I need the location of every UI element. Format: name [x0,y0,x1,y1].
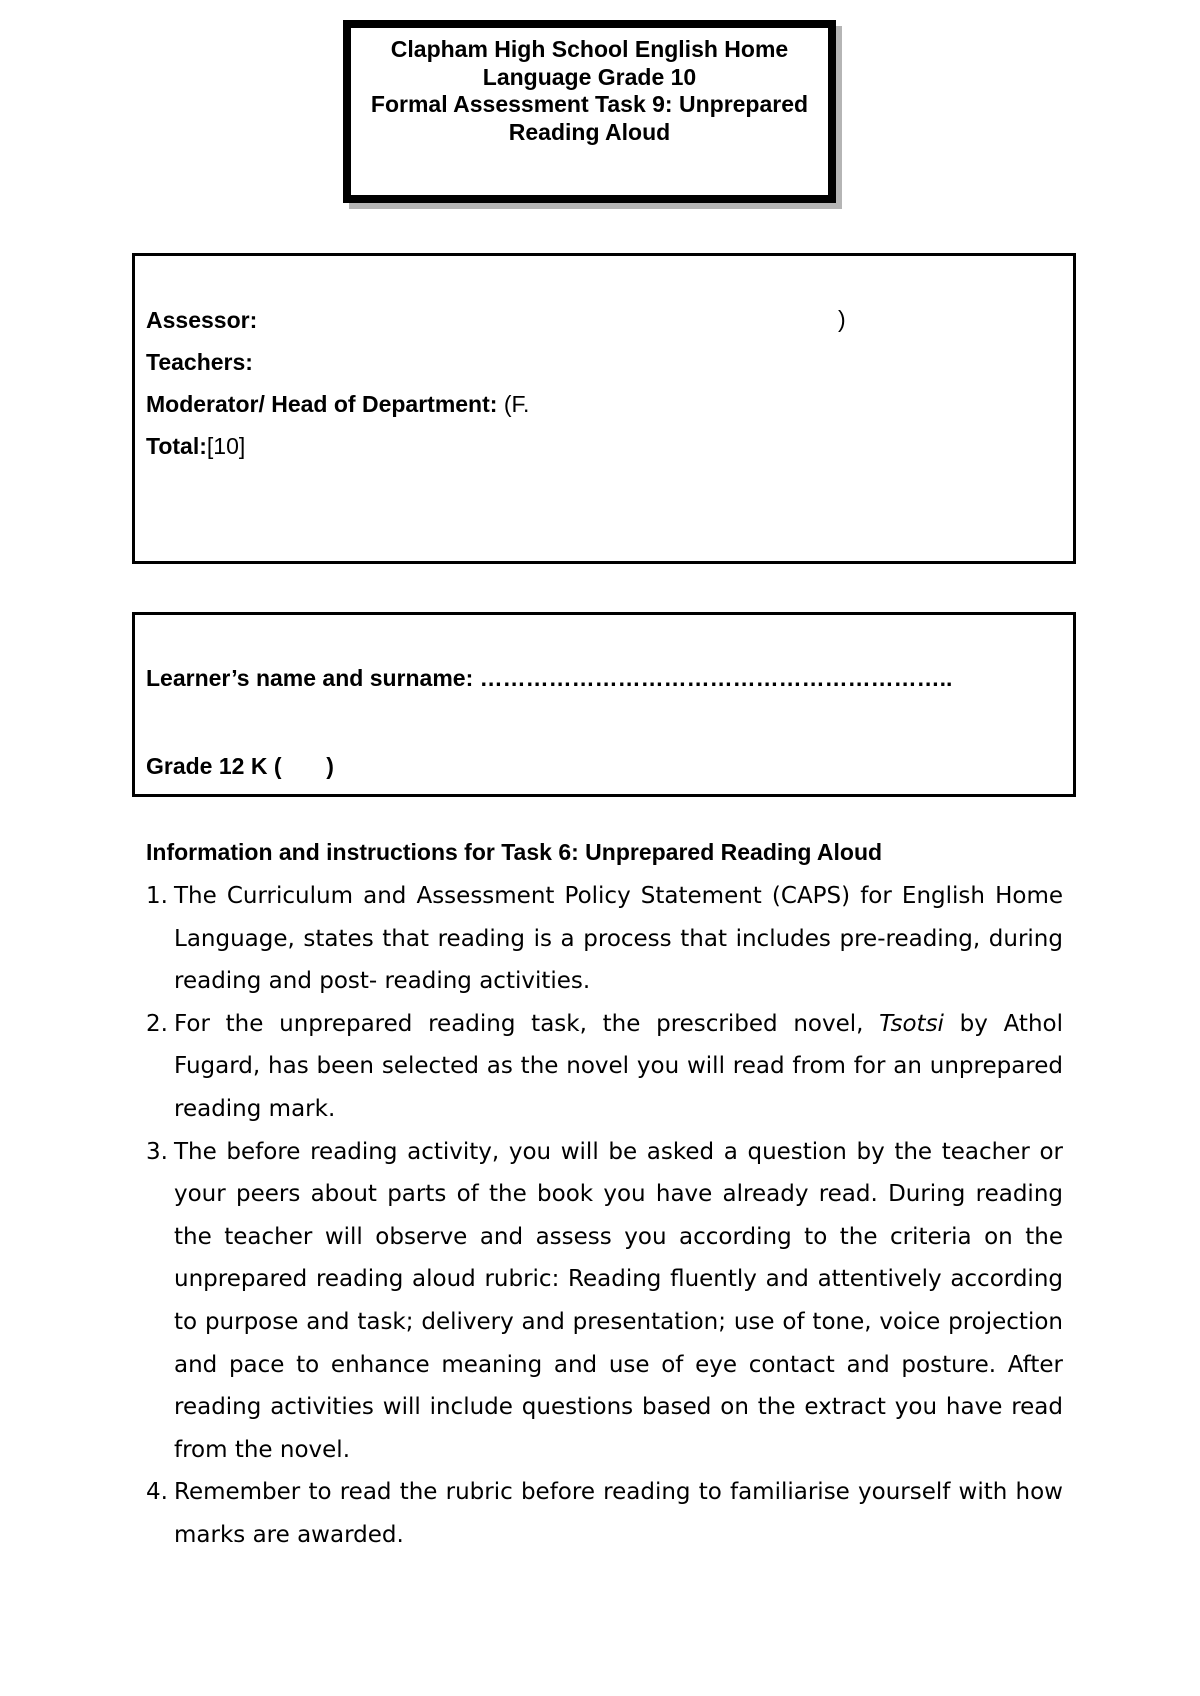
assessor-paren: ) [838,306,846,332]
list-item-text: The before reading activity, you will be asked a question by the teacher or your peers about parts of the book you have already read. During reading the teacher will observe and assess you according to the criteria on the unprepared reading aloud rubric: Reading fluently and attentively according to purpose and task; delivery and presentation; use of tone, voice projection and pace to enhance meaning and use of eye contact and posture. After reading activities will include questions based on the extract you have read from the novel. [174,1138,1063,1463]
moderator-label: Moderator/ Head of Department: [146,391,498,417]
list-item-number: 3. [146,1138,168,1165]
list-item [146,875,1063,1003]
total-label: Total: [146,433,207,459]
assessor-label: Assessor: [146,307,258,333]
list-item-text-part: For the unprepared reading task, the prescribed novel, [174,1010,880,1037]
instructions-heading: Information and instructions for Task 6: Unprepared Reading Aloud [146,839,883,865]
learner-name-row [146,664,952,692]
moderator-value: (F. [503,391,530,417]
moderator-row [146,390,529,418]
instructions-list [146,875,1063,1557]
title-line-4: Reading Aloud [508,118,671,145]
total-row [146,432,245,460]
grade-label: Grade 12 K ( ) [146,753,334,779]
list-item [146,1003,1063,1131]
list-item-text-part: by Athol Fugard, has been selected as the novel you will read from for an unprepared reading mark. [174,1010,1063,1122]
total-value: [10] [206,433,246,459]
assessor-row [146,306,257,334]
list-item-number: 1. [146,883,168,909]
title-line-2: Language Grade 10 [482,63,697,90]
title-line-1: Clapham High School English Home [390,36,789,62]
list-item-number: 2. [146,1010,168,1037]
novel-title: Tsotsi [879,1010,944,1037]
teachers-label: Teachers: [146,349,253,375]
list-item [146,1471,1063,1556]
list-item-number: 4. [146,1479,168,1506]
teachers-row [146,348,253,376]
grade-row [146,752,334,780]
title-line-3: Formal Assessment Task 9: Unprepared [370,91,809,117]
learner-name-dots: …………………………………………………….. [479,665,953,691]
list-item-text: The Curriculum and Assessment Policy Statement (CAPS) for English Home Language, states that reading is a process that includes pre-reading, during reading and post- reading activities. [174,883,1063,995]
list-item [146,1131,1063,1472]
list-item-text: Remember to read the rubric before reading to familiarise yourself with how marks are awarded. [174,1479,1063,1548]
learner-name-label: Learner’s name and surname: [146,665,474,691]
list-item-text [174,1003,1063,1131]
title-box [343,20,836,203]
